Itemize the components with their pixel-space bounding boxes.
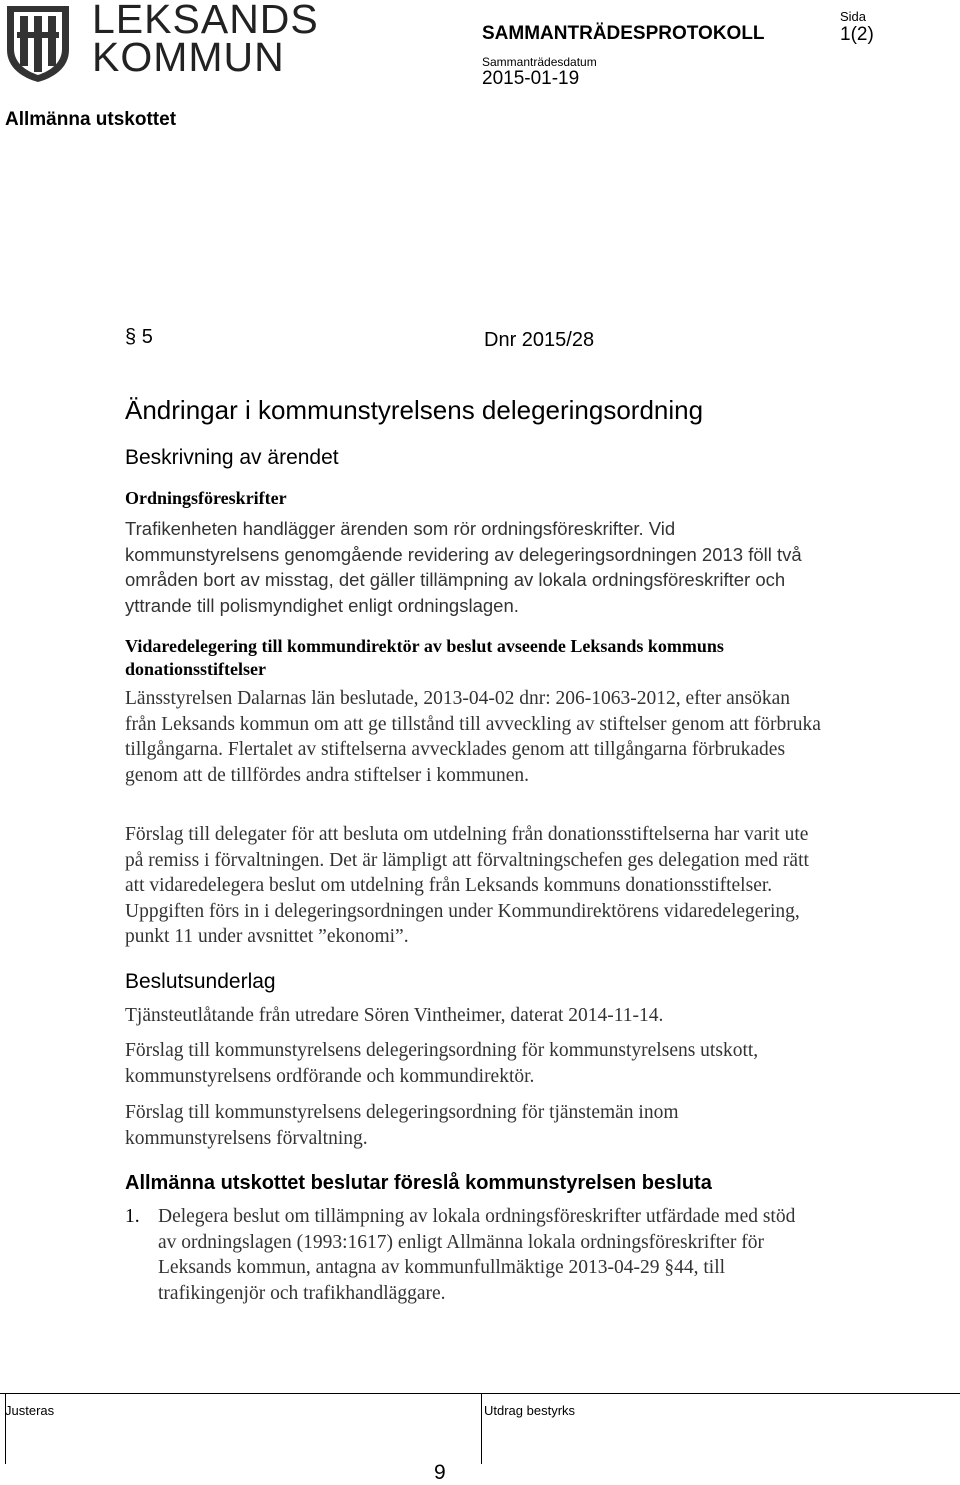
meeting-date-label: Sammanträdesdatum (482, 55, 597, 69)
municipality-wordmark (92, 0, 319, 80)
subheading-ordningsforeskrifter: Ordningsföreskrifter (125, 488, 287, 508)
item-number-value: 5 (141, 326, 153, 348)
document-title: SAMMANTRÄDESPROTOKOLL (482, 23, 765, 44)
footer-mid-rule (481, 1394, 482, 1464)
paragraph-forslag-delegater: Förslag till delegater för att besluta om utdelning från donationsstiftelserna har varit ute på remiss i förvaltningen. Det är lämpligt att förvaltningschefen ges delegation med rätt att vidaredelegera beslut om utdelning från Leksands kommuns donationsstiftelser. Uppgiften förs in i delegeringsordningen under Kommundirektörens vidaredelegering, punkt 11 under avsnittet ”ekonomi”. (125, 824, 809, 947)
paragraph-lansstyrelsen: Länsstyrelsen Dalarnas län beslutade, 2013-04-02 dnr: 206-1063-2012, efter ansökan från Leksands kommun om att ge tillstånd till avveckling av stiftelser genom att förbruka tillgångarna. Flertalet av stiftelserna avvecklades genom att tillgångarna förbrukades genom att de tillfördes andra stiftelser i kommunen. (125, 688, 821, 786)
registration-number: Dnr 2015/28 (484, 329, 595, 351)
page-label: Sida (840, 9, 867, 24)
meeting-date: 2015-01-19 (482, 68, 580, 89)
basis-heading: Beslutsunderlag (125, 970, 276, 993)
municipality-shield-logo (5, 4, 71, 84)
wordmark-line1: LEKSANDS (92, 0, 319, 42)
utdrag-bestyrks-label: Utdrag bestyrks (484, 1403, 576, 1418)
item-number (125, 326, 153, 349)
description-heading: Beskrivning av ärendet (125, 446, 339, 469)
footer-divider (0, 1393, 960, 1394)
decision-heading: Allmänna utskottet beslutar föreslå kommunstyrelsen besluta (125, 1172, 712, 1194)
paragraph-ordningsforeskrifter: Trafikenheten handlägger ärenden som rör ordningsföreskrifter. Vid kommunstyrelsens genomgående revidering av delegeringsordningen 2013 föll två områden bort av misstag, det gäller tillämpning av lokala ordningsföreskrifter och yttrande till polismyndighet enligt ordningslagen. (125, 518, 802, 616)
page-number: 9 (434, 1461, 446, 1484)
committee-name: Allmänna utskottet (5, 109, 177, 130)
basis-item: Förslag till kommunstyrelsens delegeringsordning för tjänstemän inom kommunstyrelsens förvaltning. (125, 1102, 679, 1149)
justeras-label: Justeras (5, 1403, 55, 1418)
basis-item: Förslag till kommunstyrelsens delegeringsordning för kommunstyrelsens utskott, kommunstyrelsens ordförande och kommundirektör. (125, 1040, 759, 1087)
item-title: Ändringar i kommunstyrelsens delegeringsordning (125, 395, 704, 425)
basis-item: Tjänsteutlåtande från utredare Sören Vintheimer, daterat 2014-11-14. (125, 1005, 664, 1026)
decision-item-number: 1. (125, 1206, 140, 1227)
page-indicator: 1(2) (840, 24, 874, 45)
decision-item-text: Delegera beslut om tillämpning av lokala ordningsföreskrifter utfärdade med stöd av ordningslagen (1993:1617) enligt Allmänna lokala ordningsföreskrifter för Leksands kommun, antagna av kommunfullmäktige 2013-04-29 §44, till trafikingenjör och trafikhandläggare. (158, 1206, 796, 1304)
section-symbol: § (125, 326, 137, 348)
subheading-vidaredelegering: Vidaredelegering till kommundirektör av beslut avseende Leksands kommuns donationsstiftelser (125, 636, 724, 679)
wordmark-line2: KOMMUN (92, 34, 285, 80)
